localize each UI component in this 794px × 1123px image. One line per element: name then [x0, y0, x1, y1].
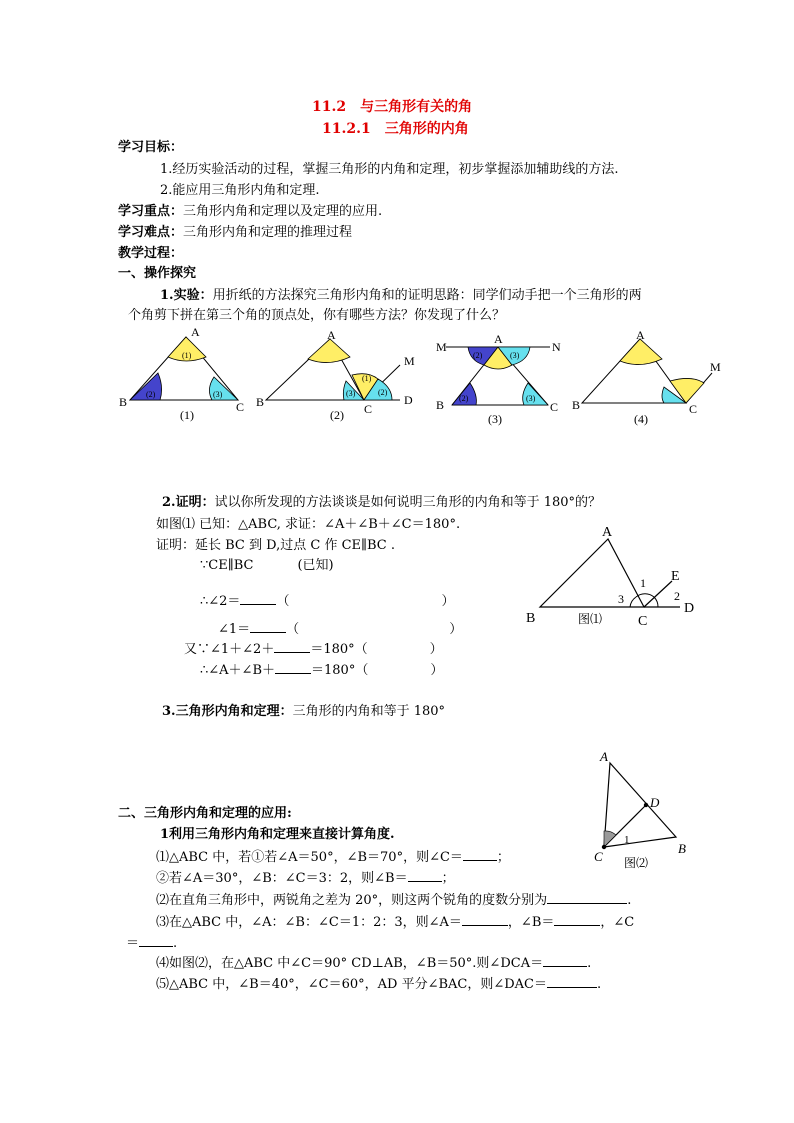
caption-3: (3): [488, 412, 502, 426]
difficulty: [118, 225, 352, 241]
vertex-a: A: [602, 525, 613, 540]
difficulty-text: 三角形内角和定理的推理过程: [183, 225, 353, 240]
vertex-c: C: [550, 400, 559, 414]
section-title: 11.2 与三角形有关的角: [312, 99, 473, 115]
blank[interactable]: [543, 954, 587, 967]
proof-step-5-b: ＝180°（: [311, 663, 369, 678]
vertex-b: B: [256, 395, 265, 409]
theorem: [162, 704, 445, 720]
part1-heading: 一、操作探究: [118, 266, 197, 281]
proof-given: 如图⑴ 已知：△ABC, 求证：∠A＋∠B＋∠C＝180°.: [156, 517, 461, 532]
question-4-eq: ＝: [126, 936, 140, 951]
vertex-d: D: [404, 393, 413, 407]
theorem-label: 3.三角形内角和定理：: [162, 704, 293, 719]
label-n3: (3): [510, 351, 520, 360]
vertex-c: C: [236, 400, 245, 414]
question-1: [156, 848, 510, 866]
proof-step-3-a: ∠1＝: [218, 622, 251, 637]
part2-subheading: 1利用三角形内角和定理来直接计算角度.: [160, 827, 395, 842]
vertex-c: C: [594, 849, 603, 864]
fold-figure-2: [256, 328, 415, 422]
angle-3-label: 3: [618, 592, 624, 606]
vertex-c: C: [364, 402, 373, 416]
vertex-c: C: [638, 614, 648, 629]
proof-intro: 试以你所发现的方法谈谈是如何说明三角形的内角和等于 180°的？: [214, 495, 602, 510]
question-5-end: .: [587, 956, 592, 971]
figure-2-caption: 图⑵: [624, 856, 649, 870]
blank[interactable]: [463, 848, 497, 861]
question-4-mid: ，∠B＝: [507, 915, 555, 930]
question-2-end: ；: [441, 871, 455, 886]
question-3-text: ⑵在直角三角形中，两锐角之差为 20°，则这两个锐角的度数分别为: [156, 893, 548, 908]
label-n1: (1): [362, 374, 372, 383]
experiment-line-2: 个角剪下拼在第三个角的顶点处，你有哪些方法？你发现了什么？: [128, 308, 506, 323]
figure-1-diagram: [0, 505, 794, 645]
vertex-n: N: [552, 340, 561, 354]
vertex-b: B: [436, 398, 445, 412]
proof-step-2-a: ∴∠2＝: [200, 594, 241, 609]
fold-figure-4: [572, 328, 721, 426]
fold-figure-1: [119, 325, 244, 422]
vertex-a: A: [191, 325, 200, 339]
goal-item-2: 2.能应用三角形内角和定理.: [160, 183, 320, 198]
experiment-line-1: [160, 288, 642, 304]
question-3: [156, 891, 631, 909]
vertex-e: E: [671, 569, 680, 584]
question-3-end: .: [627, 893, 632, 908]
vertex-c: C: [689, 402, 698, 416]
label-n1: (1): [182, 351, 192, 360]
vertex-b: B: [678, 841, 686, 856]
caption-1: (1): [180, 408, 194, 422]
label-n2: (2): [459, 394, 469, 403]
proof-step-4-c: ）: [429, 642, 443, 657]
theorem-text: 三角形的内角和等于 180°: [292, 704, 446, 719]
question-6-text: ⑸△ABC 中，∠B＝40°，∠C＝60°，AD 平分∠BAC，则∠DAC＝: [156, 977, 548, 992]
vertex-m: M: [436, 340, 447, 354]
vertex-d: D: [650, 795, 660, 810]
vertex-a: A: [327, 328, 336, 342]
label-n2: (2): [378, 388, 388, 397]
blank[interactable]: [462, 913, 508, 926]
angle-2-label: 2: [674, 589, 680, 603]
angle-1-label: 1: [640, 576, 646, 590]
vertex-a: A: [494, 332, 503, 346]
label-n2: (2): [146, 390, 156, 399]
blank[interactable]: [554, 913, 600, 926]
blank[interactable]: [547, 891, 627, 904]
question-1-text: ⑴△ABC 中，若①若∠A＝50°，∠B＝70°，则∠C＝: [156, 850, 463, 865]
subsection-title: 11.2.1 三角形的内角: [322, 121, 469, 137]
vertex-a: A: [636, 328, 645, 342]
proof-step-3-c: ）: [449, 622, 463, 637]
question-6: [156, 975, 601, 993]
proof-step-1-a: ∵CE∥BC: [200, 558, 254, 573]
vertex-b: B: [119, 395, 128, 409]
vertex-b: B: [526, 611, 536, 626]
proof-step-5: [200, 661, 443, 679]
goals-heading: 学习目标：: [118, 140, 184, 155]
angle-1-label: 1: [624, 834, 630, 846]
proof-step-4-b: ＝180°（: [310, 642, 368, 657]
blank[interactable]: [139, 934, 173, 947]
question-4-tail: ，∠C: [600, 915, 635, 930]
blank[interactable]: [547, 975, 597, 988]
difficulty-label: 学习难点：: [118, 225, 184, 240]
figure-1-caption: 图⑴: [578, 612, 603, 626]
question-6-end: .: [597, 977, 602, 992]
question-4: [156, 913, 634, 931]
fold-figures: [0, 325, 794, 445]
vertex-b: B: [572, 398, 581, 412]
proof-method: 证明：延长 BC 到 D,过点 C 作 CE∥BC .: [156, 538, 396, 553]
question-2-text: ②若∠A＝30°，∠B：∠C＝3：2，则∠B＝: [156, 871, 408, 886]
experiment-label: 1.实验：: [160, 288, 213, 303]
proof-step-2-c: ）: [441, 594, 455, 609]
label-n3: (3): [526, 394, 536, 403]
question-5: [156, 954, 591, 972]
caption-2: (2): [330, 408, 344, 422]
vertex-m: M: [710, 360, 721, 374]
blank[interactable]: [408, 869, 442, 882]
key-point-label: 学习重点：: [118, 204, 184, 219]
question-5-text: ⑷如图⑵，在△ABC 中∠C＝90° CD⊥AB，∠B＝50°.则∠DCA＝: [156, 956, 544, 971]
part2-heading: 二、三角形内角和定理的应用:: [118, 806, 292, 821]
caption-4: (4): [634, 412, 648, 426]
question-2: [156, 869, 455, 887]
fold-figure-3: [436, 332, 561, 426]
label-n3: (3): [346, 389, 356, 398]
question-4-cont: [126, 934, 177, 952]
question-4-text: ⑶在△ABC 中，∠A：∠B：∠C＝1：2：3，则∠A＝: [156, 915, 462, 930]
goal-item-1: 1.经历实验活动的过程，掌握三角形的内角和定理，初步掌握添加辅助线的方法.: [160, 162, 619, 177]
proof-step-2-b: （: [276, 594, 290, 609]
experiment-text-1: 用折纸的方法探究三角形内角和的证明思路：同学们动手把一个三角形的两: [212, 288, 642, 303]
vertex-a: A: [600, 749, 608, 764]
proof-step-3-b: （: [286, 622, 300, 637]
figure-2-diagram: [0, 745, 794, 870]
proof-step-5-c: ）: [430, 663, 444, 678]
proof-step-5-a: ∴∠A＋∠B＋: [200, 663, 275, 678]
question-4-end: .: [173, 936, 178, 951]
proof-step-1-b: (已知): [297, 558, 334, 573]
proof-step-4-a: 又∵∠1＋∠2＋: [184, 642, 275, 657]
label-n2: (2): [473, 351, 483, 360]
key-point-text: 三角形内角和定理以及定理的应用.: [183, 204, 383, 219]
vertex-m: M: [404, 354, 415, 368]
blank[interactable]: [275, 661, 311, 674]
proof-label: 2.证明：: [162, 495, 215, 510]
key-point: [118, 204, 382, 220]
vertex-d: D: [684, 601, 695, 616]
process-heading: 教学过程：: [118, 246, 184, 261]
label-n3: (3): [213, 390, 223, 399]
question-1-end: ；: [496, 850, 510, 865]
